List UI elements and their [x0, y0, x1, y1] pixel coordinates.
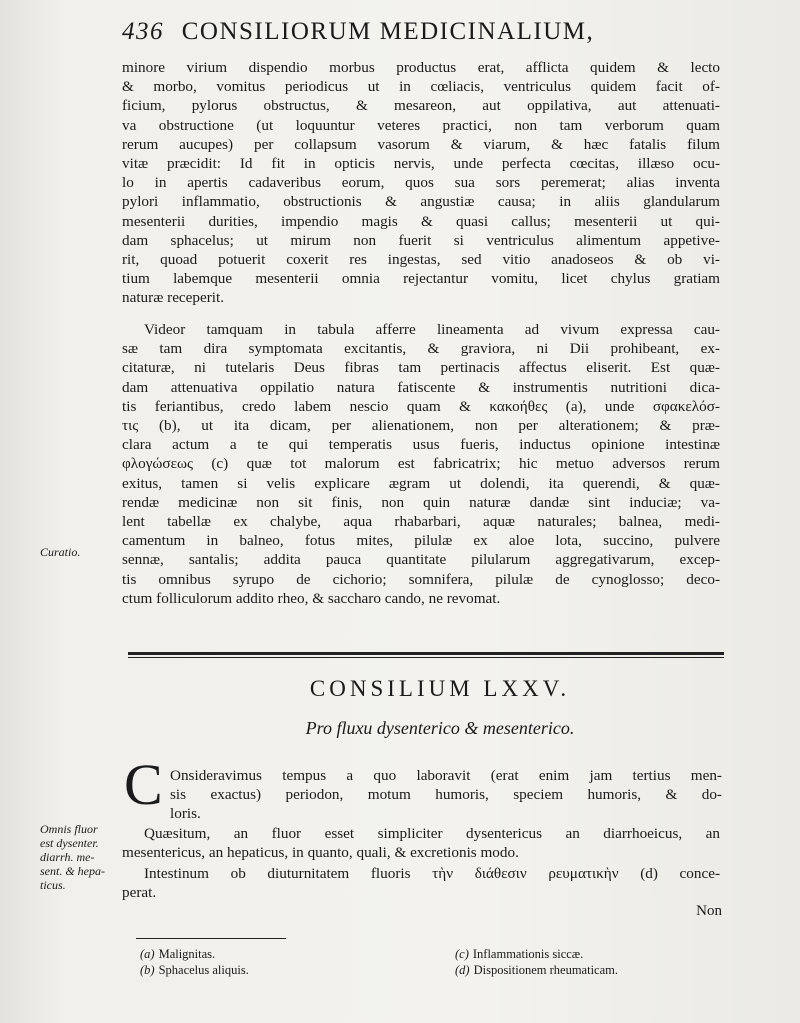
- text-line: sennæ, santalis; addita pauca quantitate pilularum aggregativarum, excep-: [122, 551, 720, 569]
- footnote-a: (a) Malignitas.: [140, 947, 216, 961]
- paragraph-1: [122, 58, 720, 308]
- running-header: [122, 18, 760, 46]
- page-number: 436: [122, 18, 164, 45]
- text-line: exitus, tamen si velis explicare ægram ut dolendi, ita querendi, & quæ-: [122, 474, 720, 492]
- text-line: lo in apertis cadaveribus eorum, quos sua sors peremerat; alias inventa: [122, 174, 720, 192]
- text-line: Quæsitum, an fluor esset simpliciter dysentericus an diarrhoeicus, an: [144, 825, 720, 842]
- paragraph-2: [122, 320, 720, 608]
- margin-note-line: est dysenter.: [40, 836, 99, 850]
- text-line: & morbo, vomitus periodicus ut in cœliacis, ventriculus quidem facit of-: [122, 78, 720, 96]
- text-line: rerum aucupes) per collapsum vasorum & viarum, & hæc fatalis filum: [122, 135, 720, 153]
- text-line: perat.: [122, 884, 157, 902]
- text-line: clara actum a te qui temperatis usus fueris, inductus opinione intestinæ: [122, 436, 720, 454]
- section-divider-thin: [128, 657, 724, 658]
- text-line: loris.: [170, 805, 201, 823]
- margin-note-curatio: Curatio.: [40, 545, 81, 559]
- margin-note-line: diarrh. me-: [40, 850, 95, 864]
- text-line: sis exactus) periodon, motum humoris, speciem humoris, & do-: [170, 786, 722, 804]
- footnote-rule: [136, 938, 286, 939]
- footnote-d: (d) Dispositionem rheumaticam.: [455, 963, 618, 977]
- paragraph-4: [122, 824, 720, 862]
- text-line: tium labemque mesenterii omnia rejectantur vomitu, licet chylus gratiam: [122, 270, 720, 288]
- text-line: Intestinum ob diuturnitatem fluoris τὴν διάθεσιν ρευματικὴν (d) conce-: [144, 865, 720, 882]
- text-line: naturæ receperit.: [122, 289, 225, 307]
- paragraph-5: [122, 864, 720, 902]
- consilium-title: CONSILIUM LXXV.: [309, 676, 571, 701]
- text-line: camentum in balneo, fotus mites, pilulæ ex aloe lota, succino, pulvere: [122, 532, 720, 550]
- text-line: ficium, pylorus obstructus, & mesareon, aut oppilativa, aut attenuati-: [122, 97, 720, 115]
- text-line: rit, quoad potuerit coxerit res ingestas, sed vitio anadoseos & ob vi-: [122, 251, 720, 269]
- text-line: pylori inflammatio, obstructionis & angustiæ causa; in aliis glandularum: [122, 193, 720, 211]
- catchword: Non: [696, 903, 722, 919]
- text-line: rendæ medicinæ non sit finis, non quin naturæ dandæ sint induciæ; va-: [122, 493, 720, 511]
- text-line: sæ tam dira symptomata excitantis, & graviora, ni Dii prohibeant, ex-: [122, 340, 720, 358]
- footnote-b: (b) Sphacelus aliquis.: [140, 963, 249, 977]
- text-line: φλογώσεως (c) quæ tot malorum est fabricatrix; hic metuo adversos rerum: [122, 455, 720, 473]
- text-line: vitæ præcidit: Id fit in opticis nervis, unde perfecta cœcitas, illæso ocu-: [122, 155, 720, 173]
- section-divider: [128, 652, 724, 655]
- text-line: dam sphacelus; ut mirum non fuerit si ventriculus alimentum appetive-: [122, 231, 720, 249]
- text-line: Onsideravimus tempus a quo laboravit (erat enim jam tertius men-: [170, 767, 722, 784]
- text-line: ctum folliculorum addito rheo, & saccharo cando, ne revomat.: [122, 589, 501, 607]
- text-line: Videor tamquam in tabula afferre lineamenta ad vivum expressa cau-: [144, 321, 720, 338]
- consilium-subtitle: Pro fluxu dysenterico & mesenterico.: [305, 718, 575, 738]
- text-line: va obstructione (ut loquuntur veteres practici, non tam verborum quam: [122, 116, 720, 134]
- text-line: τις (b), ut ita dicam, per alienationem, non per alterationem; & præ-: [122, 417, 720, 435]
- margin-note-line: Omnis fluor: [40, 822, 98, 836]
- drop-cap: C: [124, 752, 163, 817]
- margin-note-line: sent. & hepa-: [40, 864, 105, 878]
- text-line: tis omnibus syrupo de cichorio; somnifera, pilulæ de cynoglosso; deco-: [122, 570, 720, 588]
- text-line: lent tabellæ ex chalybe, aqua rhabarbari, aquæ naturales; balnea, medi-: [122, 513, 720, 531]
- running-title: CONSILIORUM MEDICINALIUM,: [181, 18, 595, 45]
- footnote-c: (c) Inflammationis siccæ.: [455, 947, 584, 961]
- paragraph-3: [170, 766, 722, 824]
- text-line: minore virium dispendio morbus productus erat, afflicta quidem & lecto: [122, 59, 720, 76]
- text-line: citaturæ, ni tutelaris Deus fibras tam pertinacis affectus eliserit. Est quæ-: [122, 359, 720, 377]
- footnotes: [140, 946, 700, 978]
- margin-note-omnis-fluor: [40, 822, 105, 892]
- text-line: mesentericus, an hepaticus, in quanto, quali, & excretionis modo.: [122, 844, 519, 862]
- text-line: dam attenuativa oppilatio natura fatiscente & instrumentis nutritioni dica-: [122, 378, 720, 396]
- margin-note-line: ticus.: [40, 878, 66, 892]
- text-line: mesenterii durities, impendio magis & quasi callus; mesenterii ut qui-: [122, 212, 720, 230]
- text-line: tis feriantibus, credo labem nescio quam & κακοήθες (a), unde σφακελόσ-: [122, 397, 720, 415]
